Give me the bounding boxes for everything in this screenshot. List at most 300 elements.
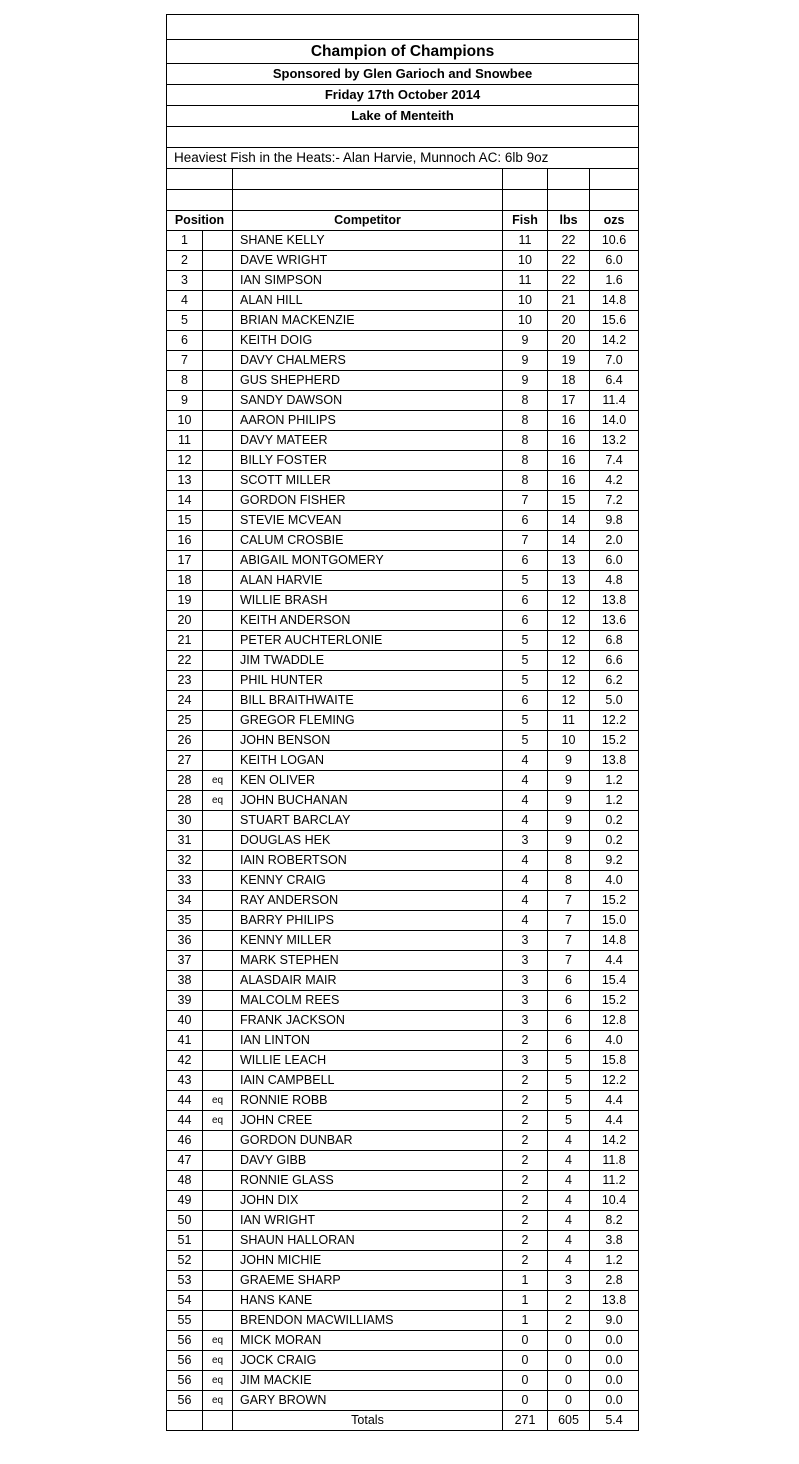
competitor-name: GARY BROWN	[233, 1391, 503, 1411]
competitor-name: DAVY CHALMERS	[233, 351, 503, 371]
weight-lbs: 8	[548, 851, 590, 871]
weight-ozs: 1.2	[590, 791, 639, 811]
weight-lbs: 2	[548, 1291, 590, 1311]
weight-ozs: 4.4	[590, 1091, 639, 1111]
result-row	[167, 271, 639, 291]
weight-lbs: 6	[548, 971, 590, 991]
result-row	[167, 1011, 639, 1031]
weight-lbs: 13	[548, 551, 590, 571]
equal-marker-empty	[203, 331, 233, 351]
weight-ozs: 13.8	[590, 1291, 639, 1311]
weight-lbs: 14	[548, 531, 590, 551]
equal-marker-empty	[203, 511, 233, 531]
weight-ozs: 6.4	[590, 371, 639, 391]
equal-marker-empty	[203, 851, 233, 871]
weight-lbs: 5	[548, 1071, 590, 1091]
weight-lbs: 19	[548, 351, 590, 371]
weight-ozs: 15.4	[590, 971, 639, 991]
result-row	[167, 1051, 639, 1071]
weight-ozs: 9.2	[590, 851, 639, 871]
competitor-name: KEITH ANDERSON	[233, 611, 503, 631]
equal-marker-empty	[203, 631, 233, 651]
position-cell: 30	[167, 811, 203, 831]
equal-marker-empty	[203, 951, 233, 971]
equal-marker-empty	[203, 451, 233, 471]
position-cell: 9	[167, 391, 203, 411]
position-cell: 4	[167, 291, 203, 311]
competitor-name: JIM TWADDLE	[233, 651, 503, 671]
weight-ozs: 4.8	[590, 571, 639, 591]
weight-lbs: 6	[548, 1031, 590, 1051]
equal-marker-empty	[203, 571, 233, 591]
fish-count: 7	[503, 531, 548, 551]
equal-marker-empty	[203, 471, 233, 491]
position-cell: 16	[167, 531, 203, 551]
position-cell: 38	[167, 971, 203, 991]
position-cell: 32	[167, 851, 203, 871]
fish-count: 11	[503, 231, 548, 251]
equal-marker-empty	[203, 1131, 233, 1151]
weight-lbs: 12	[548, 671, 590, 691]
position-cell: 12	[167, 451, 203, 471]
fish-count: 10	[503, 251, 548, 271]
fish-count: 9	[503, 371, 548, 391]
fish-count: 1	[503, 1311, 548, 1331]
weight-ozs: 7.2	[590, 491, 639, 511]
weight-lbs: 3	[548, 1271, 590, 1291]
equal-marker-empty	[203, 1171, 233, 1191]
competitor-name: DAVY GIBB	[233, 1151, 503, 1171]
fish-count: 8	[503, 391, 548, 411]
weight-lbs: 12	[548, 591, 590, 611]
equal-marker-empty	[203, 731, 233, 751]
fish-count: 10	[503, 291, 548, 311]
competitor-name: KEN OLIVER	[233, 771, 503, 791]
fish-count: 4	[503, 851, 548, 871]
weight-lbs: 0	[548, 1351, 590, 1371]
competitor-name: IAIN ROBERTSON	[233, 851, 503, 871]
weight-lbs: 7	[548, 931, 590, 951]
results-sheet	[166, 14, 639, 1431]
competitor-name: MICK MORAN	[233, 1331, 503, 1351]
equal-marker: eq	[203, 1391, 233, 1411]
equal-marker-empty	[203, 1291, 233, 1311]
weight-lbs: 10	[548, 731, 590, 751]
competitor-name: GRAEME SHARP	[233, 1271, 503, 1291]
weight-lbs: 20	[548, 331, 590, 351]
position-cell: 22	[167, 651, 203, 671]
competitor-name: RAY ANDERSON	[233, 891, 503, 911]
result-row	[167, 651, 639, 671]
competitor-name: SANDY DAWSON	[233, 391, 503, 411]
event-venue: Lake of Menteith	[167, 106, 639, 127]
weight-ozs: 15.2	[590, 891, 639, 911]
weight-ozs: 13.8	[590, 591, 639, 611]
position-cell: 14	[167, 491, 203, 511]
fish-count: 3	[503, 831, 548, 851]
competitor-name: DAVE WRIGHT	[233, 251, 503, 271]
weight-lbs: 4	[548, 1171, 590, 1191]
weight-ozs: 13.6	[590, 611, 639, 631]
fish-count: 5	[503, 651, 548, 671]
fish-count: 4	[503, 811, 548, 831]
position-cell: 21	[167, 631, 203, 651]
position-cell: 56	[167, 1391, 203, 1411]
position-cell: 54	[167, 1291, 203, 1311]
fish-count: 8	[503, 431, 548, 451]
equal-marker-empty	[203, 311, 233, 331]
result-row	[167, 431, 639, 451]
competitor-name: DOUGLAS HEK	[233, 831, 503, 851]
result-row	[167, 1291, 639, 1311]
competitor-name: AARON PHILIPS	[233, 411, 503, 431]
equal-marker-empty	[203, 971, 233, 991]
competitor-name: IAN SIMPSON	[233, 271, 503, 291]
weight-lbs: 12	[548, 631, 590, 651]
totals-ozs: 5.4	[590, 1411, 639, 1431]
weight-lbs: 4	[548, 1151, 590, 1171]
fish-count: 10	[503, 311, 548, 331]
competitor-name: BRENDON MACWILLIAMS	[233, 1311, 503, 1331]
position-cell: 43	[167, 1071, 203, 1091]
weight-ozs: 10.6	[590, 231, 639, 251]
position-cell: 24	[167, 691, 203, 711]
equal-marker-empty	[203, 231, 233, 251]
weight-lbs: 20	[548, 311, 590, 331]
result-row	[167, 411, 639, 431]
weight-ozs: 7.4	[590, 451, 639, 471]
result-row	[167, 1311, 639, 1331]
equal-marker-empty	[203, 691, 233, 711]
fish-count: 4	[503, 891, 548, 911]
event-date: Friday 17th October 2014	[167, 85, 639, 106]
position-cell: 35	[167, 911, 203, 931]
weight-lbs: 12	[548, 691, 590, 711]
header-fish: Fish	[503, 211, 548, 231]
weight-lbs: 16	[548, 431, 590, 451]
weight-ozs: 3.8	[590, 1231, 639, 1251]
position-cell: 52	[167, 1251, 203, 1271]
fish-count: 9	[503, 351, 548, 371]
weight-ozs: 4.2	[590, 471, 639, 491]
result-row	[167, 1351, 639, 1371]
weight-lbs: 4	[548, 1191, 590, 1211]
competitor-name: ALAN HILL	[233, 291, 503, 311]
result-row	[167, 351, 639, 371]
weight-ozs: 0.0	[590, 1391, 639, 1411]
equal-marker-empty	[203, 831, 233, 851]
fish-count: 2	[503, 1211, 548, 1231]
weight-ozs: 14.0	[590, 411, 639, 431]
weight-ozs: 8.2	[590, 1211, 639, 1231]
result-row	[167, 1251, 639, 1271]
competitor-name: BARRY PHILIPS	[233, 911, 503, 931]
result-row	[167, 871, 639, 891]
weight-lbs: 0	[548, 1331, 590, 1351]
position-cell: 42	[167, 1051, 203, 1071]
fish-count: 4	[503, 791, 548, 811]
result-row	[167, 631, 639, 651]
weight-ozs: 1.6	[590, 271, 639, 291]
fish-count: 4	[503, 751, 548, 771]
competitor-name: CALUM CROSBIE	[233, 531, 503, 551]
competitor-name: GUS SHEPHERD	[233, 371, 503, 391]
weight-lbs: 16	[548, 411, 590, 431]
weight-lbs: 12	[548, 611, 590, 631]
result-row	[167, 491, 639, 511]
weight-lbs: 7	[548, 891, 590, 911]
result-row	[167, 671, 639, 691]
position-cell: 49	[167, 1191, 203, 1211]
competitor-name: JOCK CRAIG	[233, 1351, 503, 1371]
result-row	[167, 1371, 639, 1391]
equal-marker-empty	[203, 291, 233, 311]
heaviest-fish-row	[167, 148, 639, 169]
position-cell: 1	[167, 231, 203, 251]
equal-marker-empty	[203, 371, 233, 391]
fish-count: 5	[503, 671, 548, 691]
weight-lbs: 22	[548, 231, 590, 251]
header-position: Position	[167, 211, 233, 231]
equal-marker-empty	[203, 251, 233, 271]
totals-fish: 271	[503, 1411, 548, 1431]
totals-lbs: 605	[548, 1411, 590, 1431]
fish-count: 6	[503, 551, 548, 571]
result-row	[167, 611, 639, 631]
competitor-name: STUART BARCLAY	[233, 811, 503, 831]
weight-ozs: 15.2	[590, 731, 639, 751]
result-row	[167, 931, 639, 951]
result-row	[167, 971, 639, 991]
position-cell: 44	[167, 1111, 203, 1131]
fish-count: 3	[503, 951, 548, 971]
position-cell: 39	[167, 991, 203, 1011]
fish-count: 4	[503, 911, 548, 931]
equal-marker: eq	[203, 1111, 233, 1131]
weight-ozs: 0.0	[590, 1351, 639, 1371]
equal-marker-empty	[203, 1311, 233, 1331]
weight-lbs: 21	[548, 291, 590, 311]
fish-count: 2	[503, 1091, 548, 1111]
competitor-name: KEITH LOGAN	[233, 751, 503, 771]
position-cell: 28	[167, 771, 203, 791]
weight-ozs: 14.2	[590, 1131, 639, 1151]
position-cell: 31	[167, 831, 203, 851]
weight-ozs: 0.0	[590, 1331, 639, 1351]
weight-lbs: 6	[548, 1011, 590, 1031]
position-cell: 44	[167, 1091, 203, 1111]
position-cell: 33	[167, 871, 203, 891]
position-cell: 26	[167, 731, 203, 751]
title-row	[167, 40, 639, 64]
competitor-name: JOHN DIX	[233, 1191, 503, 1211]
competitor-name: JOHN BENSON	[233, 731, 503, 751]
competitor-name: JIM MACKIE	[233, 1371, 503, 1391]
heaviest-fish-note: Heaviest Fish in the Heats:- Alan Harvie, Munnoch AC: 6lb 9oz	[167, 148, 639, 169]
totals-spacer	[203, 1411, 233, 1431]
equal-marker-empty	[203, 411, 233, 431]
equal-marker-empty	[203, 551, 233, 571]
fish-count: 2	[503, 1171, 548, 1191]
fish-count: 8	[503, 411, 548, 431]
result-row	[167, 1111, 639, 1131]
weight-ozs: 7.0	[590, 351, 639, 371]
position-cell: 56	[167, 1371, 203, 1391]
weight-lbs: 5	[548, 1111, 590, 1131]
result-row	[167, 851, 639, 871]
competitor-name: STEVIE MCVEAN	[233, 511, 503, 531]
result-row	[167, 391, 639, 411]
competitor-name: ABIGAIL MONTGOMERY	[233, 551, 503, 571]
fish-count: 3	[503, 991, 548, 1011]
weight-lbs: 4	[548, 1251, 590, 1271]
position-cell: 2	[167, 251, 203, 271]
position-cell: 36	[167, 931, 203, 951]
blank-row	[167, 127, 639, 148]
fish-count: 5	[503, 731, 548, 751]
competitor-name: GORDON DUNBAR	[233, 1131, 503, 1151]
weight-ozs: 13.8	[590, 751, 639, 771]
weight-ozs: 2.0	[590, 531, 639, 551]
weight-ozs: 13.2	[590, 431, 639, 451]
equal-marker: eq	[203, 1371, 233, 1391]
weight-ozs: 1.2	[590, 1251, 639, 1271]
competitor-name: RONNIE ROBB	[233, 1091, 503, 1111]
equal-marker-empty	[203, 651, 233, 671]
result-row	[167, 451, 639, 471]
weight-lbs: 11	[548, 711, 590, 731]
position-cell: 47	[167, 1151, 203, 1171]
fish-count: 8	[503, 471, 548, 491]
competitor-name: RONNIE GLASS	[233, 1171, 503, 1191]
position-cell: 6	[167, 331, 203, 351]
equal-marker-empty	[203, 811, 233, 831]
weight-ozs: 11.4	[590, 391, 639, 411]
competitor-name: SCOTT MILLER	[233, 471, 503, 491]
position-cell: 51	[167, 1231, 203, 1251]
fish-count: 1	[503, 1271, 548, 1291]
weight-ozs: 4.0	[590, 1031, 639, 1051]
fish-count: 6	[503, 511, 548, 531]
equal-marker-empty	[203, 1071, 233, 1091]
equal-marker-empty	[203, 931, 233, 951]
weight-lbs: 16	[548, 471, 590, 491]
weight-ozs: 6.0	[590, 551, 639, 571]
fish-count: 6	[503, 591, 548, 611]
blank-row-top	[167, 15, 639, 40]
weight-lbs: 5	[548, 1051, 590, 1071]
competitor-name: WILLIE BRASH	[233, 591, 503, 611]
equal-marker-empty	[203, 1151, 233, 1171]
result-row	[167, 1131, 639, 1151]
fish-count: 11	[503, 271, 548, 291]
fish-count: 7	[503, 491, 548, 511]
position-cell: 3	[167, 271, 203, 291]
weight-lbs: 9	[548, 751, 590, 771]
position-cell: 37	[167, 951, 203, 971]
weight-lbs: 14	[548, 511, 590, 531]
position-cell: 41	[167, 1031, 203, 1051]
equal-marker-empty	[203, 351, 233, 371]
date-row	[167, 85, 639, 106]
weight-ozs: 15.2	[590, 991, 639, 1011]
fish-count: 9	[503, 331, 548, 351]
weight-ozs: 4.0	[590, 871, 639, 891]
equal-marker-empty	[203, 871, 233, 891]
fish-count: 6	[503, 611, 548, 631]
position-cell: 17	[167, 551, 203, 571]
result-row	[167, 1211, 639, 1231]
equal-marker: eq	[203, 791, 233, 811]
competitor-name: SHAUN HALLORAN	[233, 1231, 503, 1251]
competitor-name: IAN WRIGHT	[233, 1211, 503, 1231]
equal-marker-empty	[203, 891, 233, 911]
spacer-row	[167, 190, 639, 211]
equal-marker-empty	[203, 751, 233, 771]
competitor-name: SHANE KELLY	[233, 231, 503, 251]
equal-marker-empty	[203, 911, 233, 931]
weight-lbs: 7	[548, 951, 590, 971]
totals-label: Totals	[233, 1411, 503, 1431]
result-row	[167, 771, 639, 791]
equal-marker-empty	[203, 431, 233, 451]
result-row	[167, 731, 639, 751]
equal-marker-empty	[203, 711, 233, 731]
fish-count: 3	[503, 971, 548, 991]
fish-count: 5	[503, 631, 548, 651]
weight-ozs: 12.8	[590, 1011, 639, 1031]
equal-marker-empty	[203, 531, 233, 551]
weight-lbs: 4	[548, 1131, 590, 1151]
position-cell: 18	[167, 571, 203, 591]
fish-count: 3	[503, 1011, 548, 1031]
equal-marker-empty	[203, 591, 233, 611]
position-cell: 50	[167, 1211, 203, 1231]
result-row	[167, 511, 639, 531]
equal-marker-empty	[203, 1051, 233, 1071]
result-row	[167, 1031, 639, 1051]
result-row	[167, 811, 639, 831]
equal-marker-empty	[203, 1251, 233, 1271]
weight-lbs: 7	[548, 911, 590, 931]
result-row	[167, 291, 639, 311]
competitor-name: JOHN BUCHANAN	[233, 791, 503, 811]
competitor-name: HANS KANE	[233, 1291, 503, 1311]
equal-marker-empty	[203, 671, 233, 691]
position-cell: 53	[167, 1271, 203, 1291]
header-lbs: lbs	[548, 211, 590, 231]
fish-count: 5	[503, 571, 548, 591]
position-cell: 20	[167, 611, 203, 631]
position-cell: 8	[167, 371, 203, 391]
fish-count: 5	[503, 711, 548, 731]
competitor-name: PETER AUCHTERLONIE	[233, 631, 503, 651]
result-row	[167, 1331, 639, 1351]
fish-count: 3	[503, 1051, 548, 1071]
venue-row	[167, 106, 639, 127]
position-cell: 48	[167, 1171, 203, 1191]
weight-ozs: 6.6	[590, 651, 639, 671]
position-cell: 19	[167, 591, 203, 611]
position-cell: 23	[167, 671, 203, 691]
weight-ozs: 15.6	[590, 311, 639, 331]
weight-ozs: 11.2	[590, 1171, 639, 1191]
result-row	[167, 1271, 639, 1291]
result-row	[167, 471, 639, 491]
result-row	[167, 551, 639, 571]
weight-lbs: 18	[548, 371, 590, 391]
competitor-name: KEITH DOIG	[233, 331, 503, 351]
